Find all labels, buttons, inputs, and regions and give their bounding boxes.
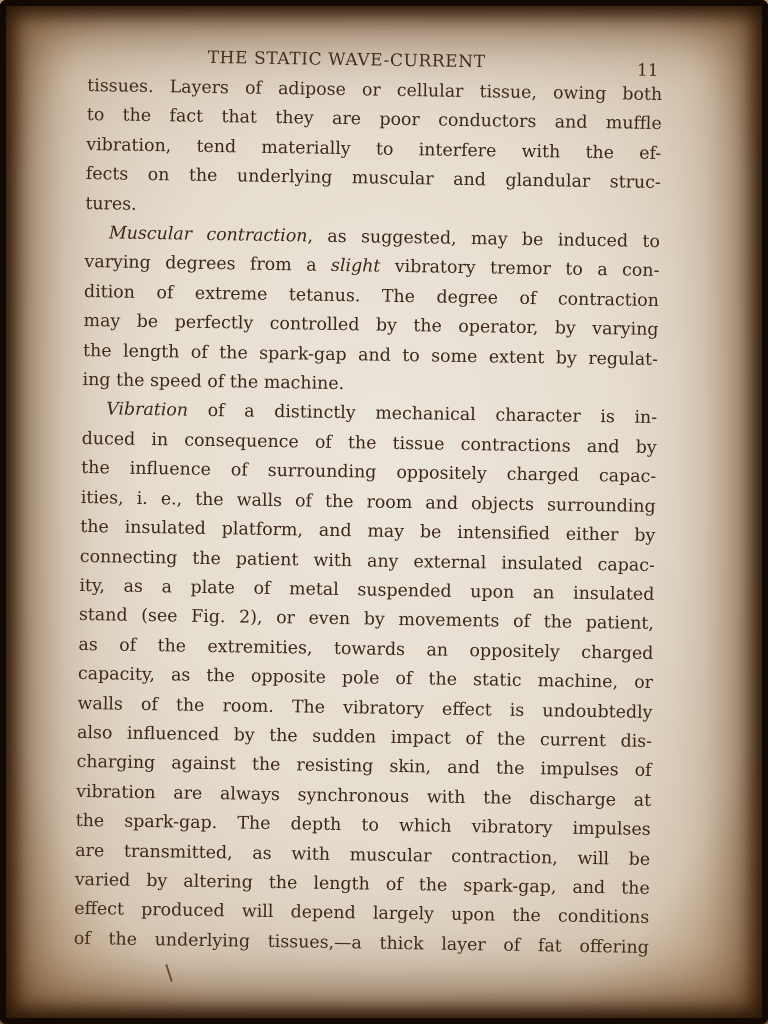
text-line: ity, as a plate of metal suspended upon an insulated <box>79 575 655 605</box>
text-line: are transmitted, as with muscular contraction, will be <box>75 840 651 870</box>
text-line: the length of the spark-gap and to some extent by regulat- <box>82 340 659 370</box>
text-line: may be perfectly controlled by the operator, by varying <box>83 311 659 341</box>
italic-term: Vibration <box>106 399 189 422</box>
paragraph <box>82 219 660 404</box>
text-line: connecting the patient with any external insulated capac- <box>79 546 655 576</box>
text-line: charging against the resisting skin, and the impulses of <box>76 752 652 782</box>
text-line: varied by altering the length of the spark-gap, and the <box>74 869 650 899</box>
text-line: the spark-gap. The depth to which vibratory impulses <box>75 811 651 841</box>
text-line: Muscular contraction, as suggested, may be induced to <box>108 223 661 253</box>
text-line: ing the speed of the machine. <box>82 370 345 395</box>
text-line: tissues. Layers of adipose or cellular tissue, owing both <box>87 75 663 106</box>
text-line: as of the extremities, towards an oppositely charged <box>78 634 654 664</box>
text-line: tures. <box>85 193 137 215</box>
text-line: varying degrees from a slight vibratory tremor to a con- <box>84 252 660 282</box>
text-line: walls of the room. The vibratory effect is undoubtedly <box>77 693 653 723</box>
running-title: THE STATIC WAVE-CURRENT <box>207 47 486 73</box>
italic-term: slight <box>330 256 381 278</box>
text-line: dition of extreme tetanus. The degree of contraction <box>83 281 660 311</box>
paragraph <box>85 72 662 228</box>
text-line: effect produced will depend largely upon the conditions <box>74 899 650 929</box>
book-page <box>74 38 663 963</box>
text-line: also influenced by the sudden impact of the current dis- <box>76 722 653 752</box>
text-line: the influence of surrounding oppositely charged capac- <box>81 458 657 488</box>
text-line: the insulated platform, and may be intensified either by <box>80 517 656 547</box>
text-line: to the fact that they are poor conductors and muffle <box>86 105 662 135</box>
text-line: stand (see Fig. 2), or even by movements of the patient, <box>78 605 655 635</box>
text-line: ities, i. e., the walls of the room and objects surrounding <box>80 487 656 517</box>
italic-term: Muscular contraction <box>108 223 308 247</box>
stray-ink-mark <box>165 964 172 982</box>
text-line: vibration, tend materially to interfere with the ef- <box>86 134 662 164</box>
text-line: fects on the underlying muscular and glandular struc- <box>85 164 661 194</box>
text-line: duced in consequence of the tissue contractions and by <box>81 428 657 458</box>
text-line: Vibration of a distinctly mechanical character is in- <box>106 399 658 429</box>
text-line: of the underlying tissues,—a thick layer of fat offering <box>73 928 649 958</box>
page-number: 11 <box>636 60 659 81</box>
body-text <box>74 72 663 963</box>
text-line: capacity, as the opposite pole of the static machine, or <box>77 664 654 694</box>
text-line: vibration are always synchronous with the discharge at <box>76 781 652 811</box>
paragraph <box>74 395 658 963</box>
